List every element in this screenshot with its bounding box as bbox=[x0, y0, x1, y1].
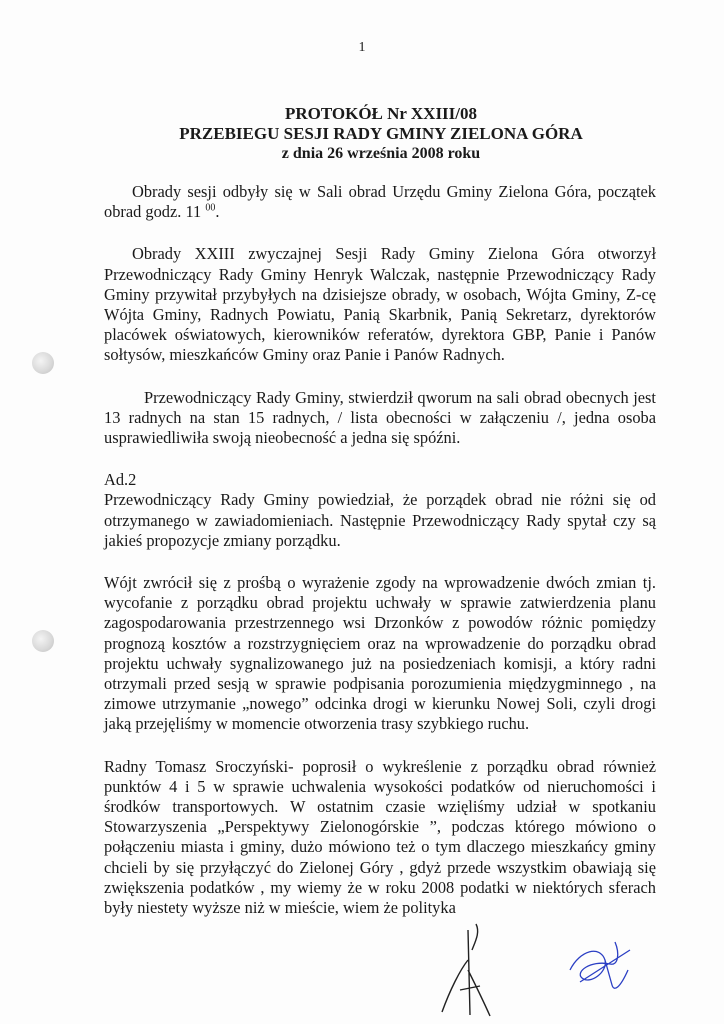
signature-black bbox=[430, 920, 510, 1020]
paragraph-opening-text: Obrady sesji odbyły się w Sali obrad Urzędu Gminy Zielona Góra, początek obrad godz. 11 bbox=[104, 182, 656, 222]
paragraph-agenda: Przewodniczący Rady Gminy powiedział, że porządek obrad nie różni się od otrzymanego w zawiadomieniach. Następnie Przewodniczący Rady spytał czy są jakieś propozycje zmiany porządku. bbox=[104, 490, 656, 550]
signature-blue bbox=[560, 930, 640, 1000]
header-title: PROTOKÓŁ Nr XXIII/08 bbox=[284, 104, 478, 123]
paragraph-quorum: Przewodniczący Rady Gminy, stwierdził qworum na sali obrad obecnych jest 13 radnych na stan 15 radnych, / lista obecności w załączeniu /, jedna osoba usprawiedliwiła swoją nieobecność a jedna się spóźni. bbox=[104, 387, 656, 448]
paragraph-opening bbox=[104, 182, 656, 222]
header-date: z dnia 26 września 2008 roku bbox=[281, 145, 481, 162]
paragraph-radny-request: Radny Tomasz Sroczyński- poprosił o wykreślenie z porządku obrad również punktów 4 i 5 w sprawie uchwalenia wysokości podatków od nieruchomości i środków transportowych. W ostatnim czasie wzięliśmy udział w spotkaniu Stowarzyszenia „Perspektywy Zielonogórskie ”, podczas którego mówiono o połączeniu miasta i gminy, dużo mówiono też o tym dlaczego mieszkańcy gminy chcieli by się przyłączyć do Zielonej Góry , gdyż przede wszystkim obawiają się zwiększenia podatków , my wiemy że w roku 2008 podatki w niektórych sferach były niestety wyższe niż w mieście, wiem że polityka bbox=[104, 756, 656, 918]
paragraph-opening-end: . bbox=[215, 202, 220, 222]
time-superscript: 00 bbox=[205, 202, 216, 214]
header-subtitle: PRZEBIEGU SESJI RADY GMINY ZIELONA GÓRA bbox=[179, 124, 583, 143]
paragraph-session-opening: Obrady XXIII zwyczajnej Sesji Rady Gminy Zielona Góra otworzył Przewodniczący Rady Gminy Henryk Walczak, następnie Przewodniczący Rady Gminy przywitał przybyłych na dzisiejsze obrady, w osobach, Wójta Gminy, Z-cę Wójta Gminy, Radnych Powiatu, Panią Skarbnik, Panią Sekretarz, dyrektorów placówek oświatowych, kierowników referatów, dyrektora GBP, Panie i Panów sołtysów, mieszkańców Gminy oraz Panie i Panów Radnych. bbox=[104, 244, 656, 365]
agenda-item-label: Ad.2 bbox=[104, 470, 137, 490]
punch-hole-top bbox=[32, 352, 54, 374]
document-body bbox=[104, 182, 656, 940]
paragraph-wojt-request: Wójt zwrócił się z prośbą o wyrażenie zgody na wprowadzenie dwóch zmian tj. wycofanie z porządku obrad projektu uchwały w sprawie zatwierdzenia planu zagospodarowania przestrzennego wsi Drzonków z powodów różnic pomiędzy prognozą kosztów a rozstrzygnięciem oraz na wprowadzenie do porządku obrad projektu uchwały sygnalizowanego już na posiedzeniach komisji, a który radni otrzymali przed sesją w sprawie podpisania porozumienia międzygminnego , na zimowe utrzymanie „nowego” odcinka drogi w kierunku Nowej Soli, czyli drogi jaką przejęliśmy w momencie otworzenia trasy szybkiego ruchu. bbox=[104, 573, 656, 734]
punch-hole-bottom bbox=[32, 630, 54, 652]
document-header bbox=[100, 104, 662, 164]
page-number: 1 bbox=[358, 40, 366, 55]
